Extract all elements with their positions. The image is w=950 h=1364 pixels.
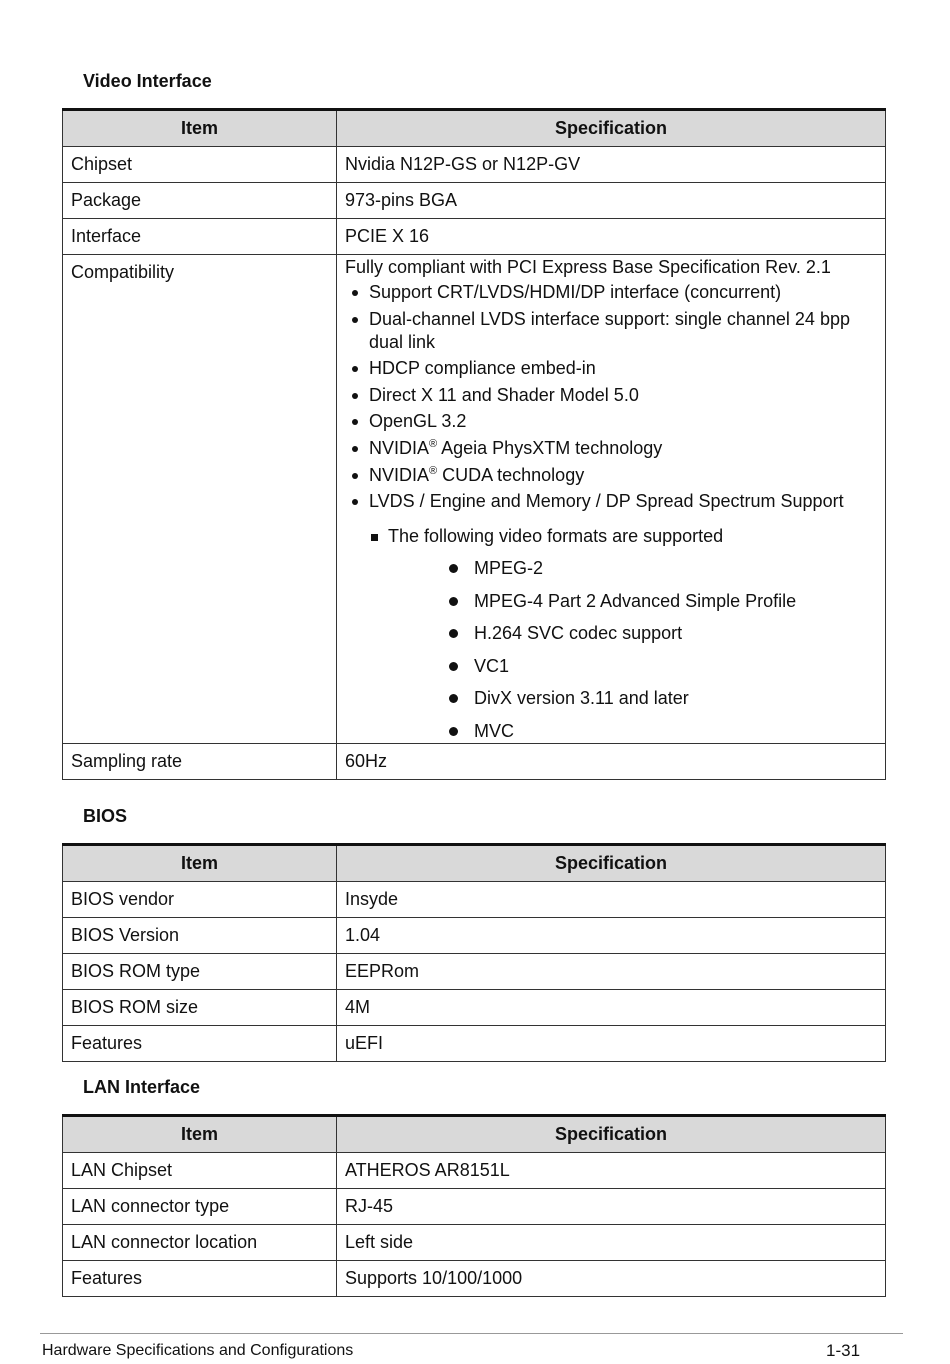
compatibility-intro: Fully compliant with PCI Express Base Specification Rev. 2.1	[345, 257, 831, 277]
square-bullet-icon	[371, 534, 378, 541]
video-formats-heading	[345, 525, 877, 548]
row-spec: 973-pins BGA	[337, 183, 886, 219]
row-spec: Supports 10/100/1000	[337, 1261, 886, 1297]
row-item: Sampling rate	[63, 743, 337, 779]
table-row	[63, 882, 886, 918]
list-item: OpenGL 3.2	[345, 410, 877, 433]
row-item: BIOS ROM size	[63, 990, 337, 1026]
list-item: VC1	[345, 655, 877, 678]
list-item: H.264 SVC codec support	[345, 622, 877, 645]
video-interface-title: Video Interface	[83, 71, 212, 91]
table-row	[63, 954, 886, 990]
table-row	[63, 990, 886, 1026]
table-header-row	[63, 1116, 886, 1153]
row-item: Features	[63, 1261, 337, 1297]
row-spec: ATHEROS AR8151L	[337, 1153, 886, 1189]
list-item: HDCP compliance embed-in	[345, 357, 877, 380]
lan-interface-table	[62, 1114, 886, 1297]
row-spec: EEPRom	[337, 954, 886, 990]
table-row	[63, 147, 886, 183]
list-item: MPEG-4 Part 2 Advanced Simple Profile	[345, 590, 877, 613]
lan-interface-title: LAN Interface	[83, 1077, 201, 1097]
video-formats-list	[345, 557, 877, 743]
header-specification: Specification	[337, 110, 886, 147]
row-item: BIOS Version	[63, 918, 337, 954]
brand-text: NVIDIA	[369, 464, 430, 485]
video-interface-table	[62, 108, 886, 780]
list-item: DivX version 3.11 and later	[345, 687, 877, 710]
bios-title: BIOS	[83, 806, 128, 826]
table-row	[63, 743, 886, 779]
list-item: Direct X 11 and Shader Model 5.0	[345, 384, 877, 407]
row-spec: Insyde	[337, 882, 886, 918]
table-row	[63, 1153, 886, 1189]
feature-text: Ageia PhysXTM technology	[437, 437, 663, 458]
table-row	[63, 1026, 886, 1062]
row-item: LAN connector location	[63, 1225, 337, 1261]
table-row	[63, 1189, 886, 1225]
row-spec: Nvidia N12P-GS or N12P-GV	[337, 147, 886, 183]
footer-section-title: Hardware Specifications and Configurations	[42, 1342, 354, 1359]
feature-list	[345, 281, 877, 513]
feature-text: CUDA technology	[437, 464, 585, 485]
list-item: Dual-channel LVDS interface support: single channel 24 bpp dual link	[345, 308, 877, 354]
table-row	[63, 183, 886, 219]
row-item: Features	[63, 1026, 337, 1062]
registered-mark: ®	[429, 437, 438, 450]
table-row	[63, 918, 886, 954]
row-item: LAN Chipset	[63, 1153, 337, 1189]
table-row-compatibility	[63, 255, 886, 744]
video-formats-heading-text: The following video formats are supported	[388, 526, 724, 547]
header-specification: Specification	[337, 845, 886, 882]
row-item: BIOS ROM type	[63, 954, 337, 990]
row-item: Interface	[63, 219, 337, 255]
page-number: 1-31	[826, 1341, 861, 1360]
table-row	[63, 1225, 886, 1261]
row-spec: 60Hz	[337, 743, 886, 779]
row-item: Compatibility	[63, 255, 337, 744]
row-item: Package	[63, 183, 337, 219]
row-spec: Left side	[337, 1225, 886, 1261]
table-row	[63, 219, 886, 255]
row-spec: RJ-45	[337, 1189, 886, 1225]
list-item: MPEG-2	[345, 557, 877, 580]
header-item: Item	[63, 1116, 337, 1153]
row-spec: PCIE X 16	[337, 219, 886, 255]
table-row	[63, 1261, 886, 1297]
row-spec: uEFI	[337, 1026, 886, 1062]
header-item: Item	[63, 110, 337, 147]
compatibility-spec	[337, 255, 886, 744]
header-item: Item	[63, 845, 337, 882]
bios-table	[62, 843, 886, 1062]
footer-divider	[40, 1333, 903, 1334]
table-header-row	[63, 845, 886, 882]
registered-mark: ®	[429, 464, 438, 477]
list-item	[345, 437, 877, 460]
list-item: Support CRT/LVDS/HDMI/DP interface (concurrent)	[345, 281, 877, 304]
table-header-row	[63, 110, 886, 147]
list-item	[345, 464, 877, 487]
list-item: MVC	[345, 720, 877, 743]
row-spec: 4M	[337, 990, 886, 1026]
row-item: BIOS vendor	[63, 882, 337, 918]
brand-text: NVIDIA	[369, 437, 430, 458]
row-spec: 1.04	[337, 918, 886, 954]
row-item: Chipset	[63, 147, 337, 183]
row-item: LAN connector type	[63, 1189, 337, 1225]
list-item: LVDS / Engine and Memory / DP Spread Spectrum Support	[345, 490, 877, 513]
header-specification: Specification	[337, 1116, 886, 1153]
